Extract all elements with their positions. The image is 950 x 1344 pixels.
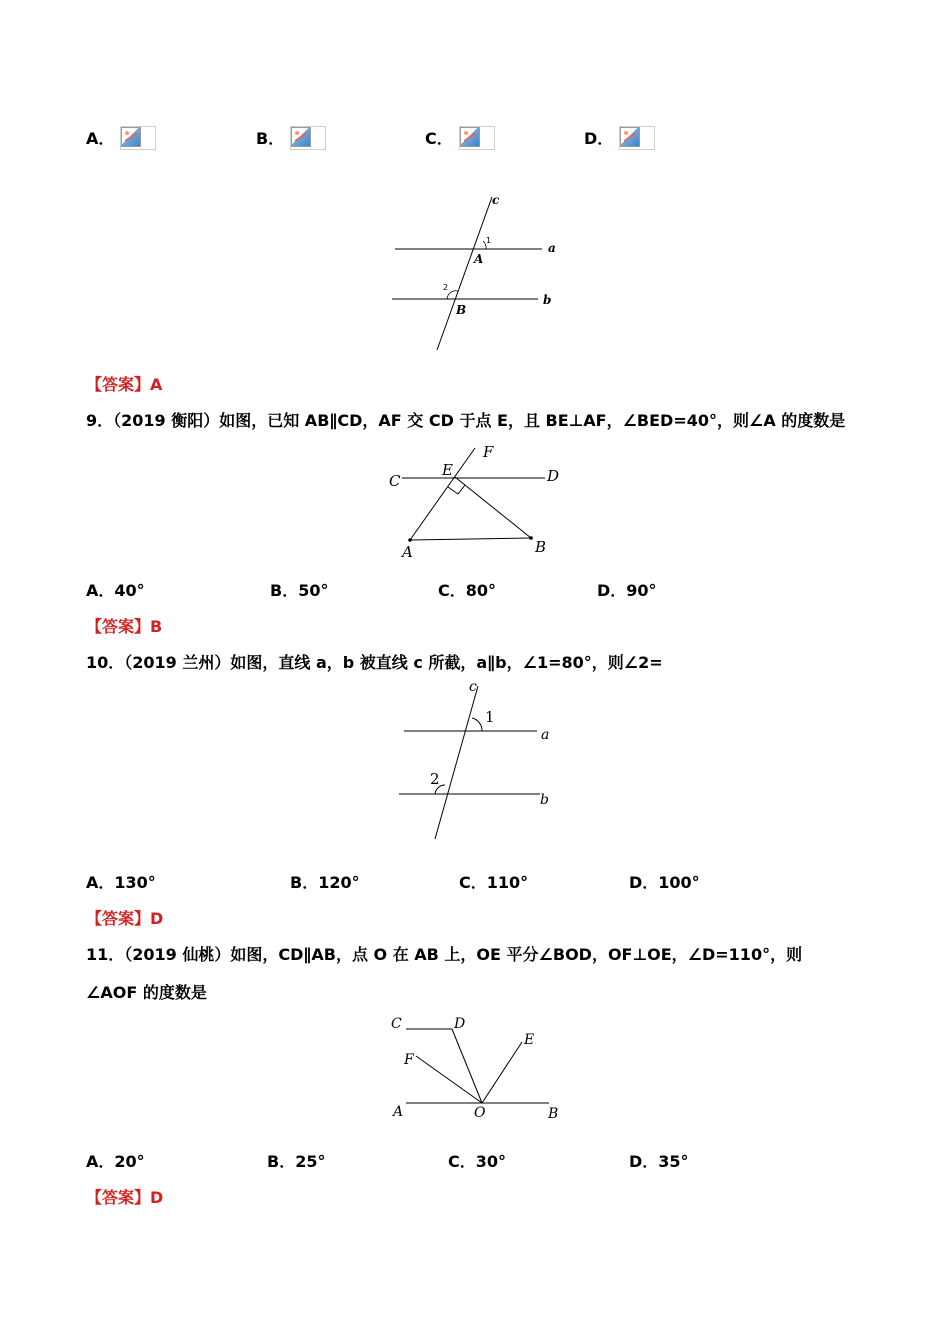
- label-c: c: [469, 679, 477, 695]
- line-ab: [410, 538, 531, 540]
- q10-option-d: D．100°: [629, 873, 700, 892]
- q8-option-d-label: D．: [584, 129, 614, 148]
- figure-q11: [385, 1010, 570, 1128]
- label-angle-2: 2: [430, 770, 440, 788]
- q10-option-c: C．110°: [459, 873, 529, 892]
- figure-q9: [385, 440, 575, 565]
- q10-option-b: B．120°: [290, 873, 360, 892]
- q9-option-c: C．80°: [438, 581, 497, 600]
- line-oe: [482, 1042, 522, 1103]
- q8-option-b-label: B．: [256, 129, 285, 148]
- q9-option-b: B．50°: [270, 581, 329, 600]
- broken-image-icon: [619, 126, 655, 150]
- q9-option-d: D．90°: [597, 581, 657, 600]
- label-a: A: [393, 1104, 404, 1120]
- label-b: B: [535, 538, 547, 556]
- line-c: [437, 197, 492, 350]
- q9-option-a: A．40°: [86, 581, 145, 600]
- answer-q11: 【答案】D: [86, 1188, 164, 1207]
- figure-q10: [395, 678, 565, 843]
- label-e: E: [524, 1032, 535, 1048]
- q8-option-a: [86, 126, 156, 150]
- right-angle-mark: [448, 485, 465, 494]
- q8-option-c-label: C．: [425, 129, 453, 148]
- label-d: D: [454, 1016, 466, 1032]
- broken-image-icon: [459, 126, 495, 150]
- q11-option-b: B．25°: [267, 1152, 326, 1171]
- answer-q8: 【答案】A: [86, 375, 163, 394]
- label-c: C: [389, 472, 401, 490]
- angle-1-arc: [472, 718, 482, 731]
- label-a: a: [548, 241, 556, 255]
- answer-q9: 【答案】B: [86, 617, 163, 636]
- q8-option-b: [256, 126, 326, 150]
- question-10-text: 10．（2019 兰州）如图，直线 a，b 被直线 c 所截，a∥b，∠1=80°，则∠2=: [86, 653, 663, 672]
- q11-option-c: C．30°: [448, 1152, 507, 1171]
- label-angle-1: 1: [485, 708, 495, 726]
- label-b: B: [548, 1106, 559, 1122]
- figure-q8: [380, 190, 580, 360]
- label-point-a: A: [474, 252, 484, 266]
- label-o: O: [474, 1105, 486, 1121]
- question-11-text-line1: 11．（2019 仙桃）如图，CD∥AB，点 O 在 AB 上，OE 平分∠BOD，OF⊥OE，∠D=110°，则: [86, 945, 803, 964]
- label-f: F: [404, 1052, 414, 1068]
- line-c: [435, 686, 478, 839]
- point-a-dot: [408, 538, 412, 542]
- q8-option-c: [425, 126, 495, 150]
- label-f: F: [483, 443, 494, 461]
- q8-option-a-label: A．: [86, 129, 115, 148]
- q8-option-d: [584, 126, 655, 150]
- label-angle-2: 2: [443, 283, 449, 292]
- label-a: A: [402, 543, 413, 561]
- broken-image-icon: [120, 126, 156, 150]
- label-d: D: [547, 467, 560, 485]
- label-b: b: [543, 293, 552, 307]
- q11-option-d: D．35°: [629, 1152, 689, 1171]
- question-11-text-line2: ∠AOF 的度数是: [86, 983, 207, 1002]
- question-9-text: 9．（2019 衡阳）如图，已知 AB∥CD，AF 交 CD 于点 E，且 BE⊥AF，∠BED=40°，则∠A 的度数是: [86, 411, 846, 430]
- q11-option-a: A．20°: [86, 1152, 145, 1171]
- label-angle-1: 1: [486, 236, 492, 245]
- q10-option-a: A．130°: [86, 873, 156, 892]
- label-point-b: B: [456, 303, 467, 317]
- label-c: c: [492, 193, 500, 207]
- label-a: a: [541, 727, 550, 743]
- label-e: E: [442, 461, 453, 479]
- line-eb: [455, 477, 531, 538]
- answer-q10: 【答案】D: [86, 909, 164, 928]
- label-b: b: [540, 792, 549, 808]
- point-b-dot: [529, 536, 533, 540]
- broken-image-icon: [290, 126, 326, 150]
- label-c: C: [391, 1016, 402, 1032]
